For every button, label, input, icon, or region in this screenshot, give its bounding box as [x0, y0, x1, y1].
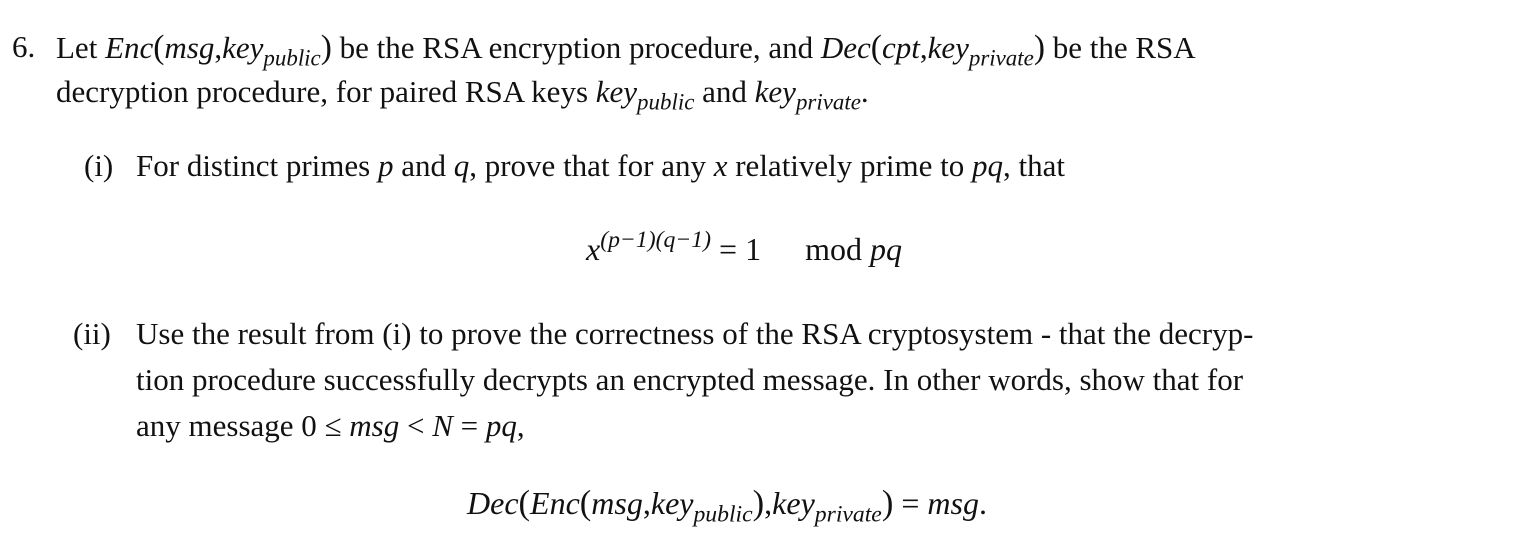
- enc-function: Enc: [105, 30, 154, 65]
- key-var: key: [595, 74, 638, 109]
- public-subscript: public: [263, 45, 321, 71]
- part-ii-equation: Dec(Enc(msg,key$_{public}$),key$_{private}$) = msg.: [467, 484, 987, 528]
- var-pq: pq: [485, 408, 517, 443]
- key-var: key: [927, 30, 969, 65]
- eq-modulus: pq: [869, 231, 902, 267]
- part-ii-label: (ii): [73, 316, 111, 351]
- msg-arg: msg: [164, 30, 215, 65]
- problem-intro-line-1: Let Enc(msg,key$_{public}$) be the RSA encryption procedure, and Dec(cpt,key$_{private}$) be the RSA: [56, 29, 1196, 71]
- cpt-arg: cpt: [881, 30, 920, 65]
- var-p: p: [377, 148, 394, 183]
- key-var: key: [650, 485, 694, 521]
- dec-function: Dec: [820, 30, 871, 65]
- problem-number: 6.: [12, 29, 36, 64]
- intro-text: be the RSA encryption procedure, and: [331, 30, 821, 65]
- public-subscript: public: [693, 501, 753, 528]
- eq-exponent: (p−1)(q−1): [600, 226, 712, 253]
- enc-function: Enc: [530, 485, 580, 521]
- eq-mod: mod: [805, 231, 870, 267]
- var-x: x: [713, 148, 728, 183]
- key-var: key: [222, 30, 264, 65]
- part-i-statement: For distinct primes p and q, prove that for any x relatively prime to pq, that: [136, 148, 1065, 183]
- var-msg: msg: [349, 408, 400, 443]
- private-subscript: private: [968, 45, 1034, 71]
- intro-text: and: [694, 74, 755, 109]
- eq-base: x: [586, 231, 601, 267]
- part-i-label: (i): [84, 148, 114, 183]
- eq-rhs-msg: msg: [927, 485, 979, 521]
- part-i-equation: [586, 226, 902, 267]
- intro-text: be the RSA: [1045, 30, 1196, 65]
- intro-text: Let: [56, 30, 106, 65]
- private-subscript: private: [795, 89, 861, 115]
- part-ii-line-3: any message 0 ≤ msg < N = pq,: [136, 408, 525, 443]
- problem-intro-line-2: decryption procedure, for paired RSA keys key$_{public}$ and key$_{private}$.: [56, 74, 869, 115]
- private-subscript: private: [814, 501, 882, 528]
- intro-text: decryption procedure, for paired RSA keys: [56, 74, 596, 109]
- dec-function: Dec: [467, 485, 519, 521]
- key-var: key: [754, 74, 796, 109]
- var-N: N: [432, 408, 453, 443]
- public-subscript: public: [637, 89, 695, 115]
- eq-rhs: = 1: [711, 231, 762, 267]
- part-ii-line-1: Use the result from (i) to prove the correctness of the RSA cryptosystem - that the decryp-: [136, 316, 1254, 351]
- part-ii-line-2: tion procedure successfully decrypts an encrypted message. In other words, show that for: [136, 362, 1244, 397]
- var-pq: pq: [971, 148, 1003, 183]
- key-var: key: [772, 485, 815, 521]
- var-q: q: [453, 148, 470, 183]
- msg-arg: msg: [591, 485, 643, 521]
